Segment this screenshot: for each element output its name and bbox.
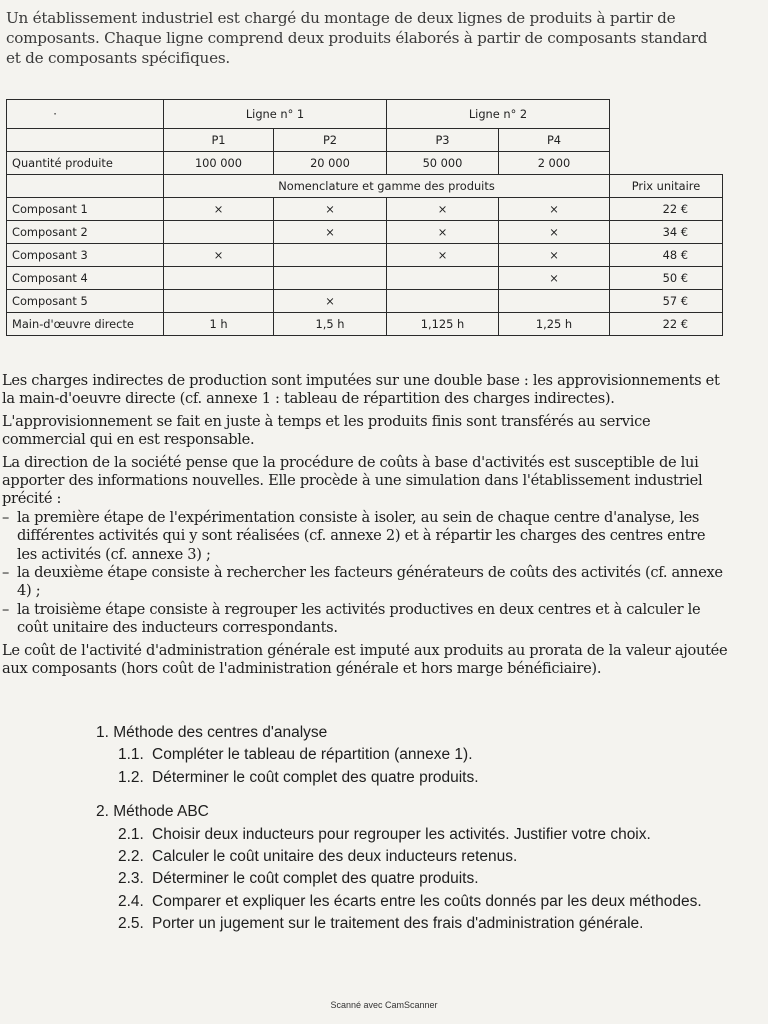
table-cell: 1,25 h <box>499 313 610 336</box>
table-cell <box>387 267 499 290</box>
quantity-p2: 20 000 <box>274 152 387 175</box>
bullet-step-2 <box>2 564 728 601</box>
table-cell <box>274 267 387 290</box>
question-2-4: 2.4. Comparer et expliquer les écarts entre les coûts donnés par les deux méthodes. <box>118 892 702 910</box>
table-row-lines <box>7 100 723 129</box>
question-2-1: 2.1. Choisir deux inducteurs pour regrouper les activités. Justifier votre choix. <box>118 825 651 843</box>
table-corner-cell: · <box>7 100 164 129</box>
dash-marker: – <box>2 564 9 582</box>
product-p2: P2 <box>274 129 387 152</box>
table-cell <box>164 221 274 244</box>
question-1-1: 1.1. Compléter le tableau de répartition (annexe 1). <box>118 746 473 764</box>
scanner-watermark: Scanné avec CamScanner <box>330 1000 438 1010</box>
section-title-2: 2. Méthode ABC <box>96 803 209 821</box>
table-row <box>7 244 723 267</box>
unit-price: 22 € <box>610 313 723 336</box>
bullet-text: la troisième étape consiste à regrouper les activités productives en deux centres et à calculer le coût unitaire des inducteurs correspondants. <box>17 600 701 637</box>
table-row-products <box>7 129 723 152</box>
quantity-p3: 50 000 <box>387 152 499 175</box>
nomenclature-header: Nomenclature et gamme des produits <box>164 175 610 198</box>
bullet-text: la deuxième étape consiste à rechercher les facteurs générateurs de coûts des activités (cf. annexe 4) ; <box>17 564 723 600</box>
table-row <box>7 198 723 221</box>
table-row-nomenclature-header <box>7 175 723 198</box>
quantity-p1: 100 000 <box>164 152 274 175</box>
table-cell <box>164 267 274 290</box>
questions-list <box>96 722 736 936</box>
paragraph-approvisionnement: L'approvisionnement se fait en juste à temps et les produits finis sont transférés au service commercial qui en est responsable. <box>2 412 651 449</box>
row-label: Composant 5 <box>7 290 164 313</box>
paragraph-charges: Les charges indirectes de production sont imputées sur une double base : les approvisionnements et la main-d'oeuvre directe (cf. annexe 1 : tableau de répartition des charges indirectes). <box>2 372 720 408</box>
table-cell: × <box>387 221 499 244</box>
table-row <box>7 313 723 336</box>
unit-price: 57 € <box>610 290 723 313</box>
table-cell: × <box>274 290 387 313</box>
intro-paragraph: Un établissement industriel est chargé du montage de deux lignes de produits à partir de composants. Chaque ligne comprend deux produits élaborés à partir de composants standard et de composants spécifiques. <box>6 9 708 67</box>
line-2-header: Ligne n° 2 <box>387 100 610 129</box>
row-label: Composant 4 <box>7 267 164 290</box>
table-cell: 1,125 h <box>387 313 499 336</box>
table-row <box>7 221 723 244</box>
section-title-1: 1. Méthode des centres d'analyse <box>96 724 328 741</box>
product-p4: P4 <box>499 129 610 152</box>
paragraph-direction: La direction de la société pense que la procédure de coûts à base d'activités est susceptible de lui apporter des informations nouvelles. Elle procède à une simulation dans l'établissement industriel précité : <box>2 453 703 508</box>
quantity-label: Quantité produite <box>7 152 164 175</box>
table-row-quantity <box>7 152 723 175</box>
table-cell: × <box>274 198 387 221</box>
product-table <box>6 99 723 336</box>
question-2-5: 2.5. Porter un jugement sur le traitement des frais d'administration générale. <box>118 915 644 933</box>
table-cell <box>274 244 387 267</box>
unit-price: 34 € <box>610 221 723 244</box>
bullet-text: la première étape de l'expérimentation consiste à isoler, au sein de chaque centre d'analyse, les différentes activités qui y sont réalisées (cf. annexe 2) et à répartir les charges des centres entre les activités (cf. annexe 3) ; <box>17 508 706 563</box>
row-label: Composant 3 <box>7 244 164 267</box>
table-cell: 1 h <box>164 313 274 336</box>
quantity-p4: 2 000 <box>499 152 610 175</box>
table-cell: × <box>387 244 499 267</box>
row-label: Composant 2 <box>7 221 164 244</box>
table-cell: × <box>499 221 610 244</box>
line-1-header: Ligne n° 1 <box>164 100 387 129</box>
unit-price: 50 € <box>610 267 723 290</box>
table-cell: × <box>164 198 274 221</box>
question-1-2: 1.2. Déterminer le coût complet des quatre produits. <box>118 768 479 786</box>
dash-marker: – <box>2 508 9 526</box>
row-label: Composant 1 <box>7 198 164 221</box>
table-cell: × <box>274 221 387 244</box>
question-2-3: 2.3. Déterminer le coût complet des quatre produits. <box>118 870 479 888</box>
unit-price-header: Prix unitaire <box>610 175 723 198</box>
paragraph-administration: Le coût de l'activité d'administration générale est imputé aux produits au prorata de la valeur ajoutée aux composants (hors coût de l'administration générale et hors marge bénéficiaire). <box>2 641 728 678</box>
table-cell: × <box>499 198 610 221</box>
table-row <box>7 267 723 290</box>
unit-price: 48 € <box>610 244 723 267</box>
table-cell: × <box>387 198 499 221</box>
table-row <box>7 290 723 313</box>
product-p1: P1 <box>164 129 274 152</box>
body-text <box>2 372 728 683</box>
question-2-2: 2.2. Calculer le coût unitaire des deux inducteurs retenus. <box>118 848 518 866</box>
row-label: Main-d'œuvre directe <box>7 313 164 336</box>
bullet-step-1 <box>2 509 728 564</box>
product-p3: P3 <box>387 129 499 152</box>
table-cell: × <box>499 244 610 267</box>
table-cell: × <box>499 267 610 290</box>
table-cell <box>499 290 610 313</box>
table-cell: 1,5 h <box>274 313 387 336</box>
table-cell <box>387 290 499 313</box>
table-cell <box>164 290 274 313</box>
unit-price: 22 € <box>610 198 723 221</box>
dash-marker: – <box>2 600 9 618</box>
bullet-step-3 <box>2 601 728 638</box>
table-cell: × <box>164 244 274 267</box>
